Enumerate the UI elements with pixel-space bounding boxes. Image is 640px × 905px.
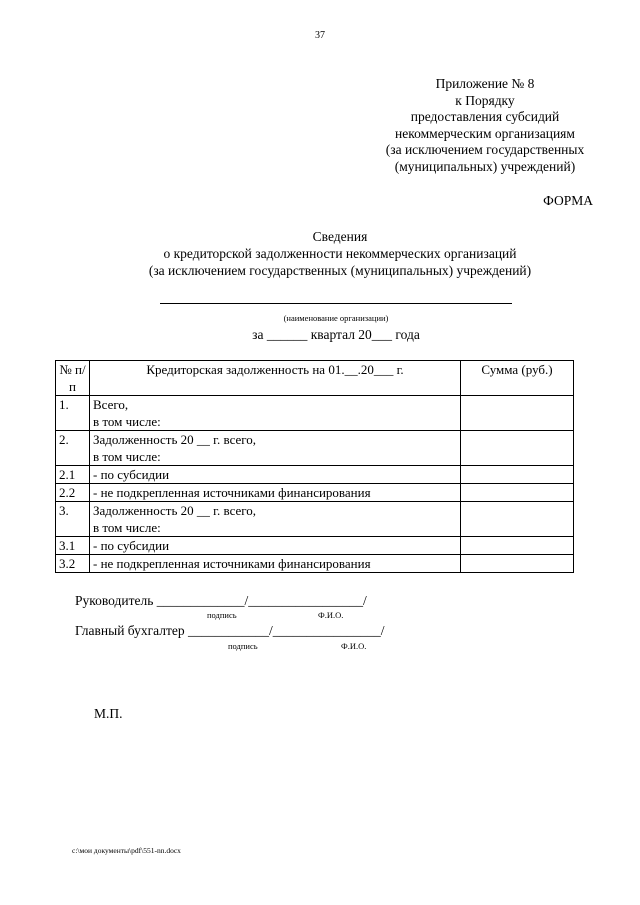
appendix-header	[340, 76, 630, 175]
title-line: Сведения	[312, 229, 368, 244]
row-sum	[461, 396, 574, 431]
accountant-sign-caption: подпись	[228, 641, 258, 651]
row-desc	[90, 502, 461, 537]
row-desc: - по субсидии	[90, 537, 461, 555]
appendix-line: некоммерческим организациям	[395, 125, 575, 141]
row-desc: - не подкрепленная источниками финансирования	[90, 484, 461, 502]
table-row	[56, 396, 574, 431]
table-row	[56, 431, 574, 466]
appendix-line: предоставления субсидий	[410, 109, 560, 124]
table-row	[56, 484, 574, 502]
header-desc: Кредиторская задолженность на 01.__.20___ г.	[90, 361, 461, 396]
row-desc-line: в том числе:	[93, 449, 161, 464]
debt-table	[55, 360, 574, 573]
organization-name-line	[160, 303, 512, 304]
row-sum	[461, 431, 574, 466]
row-desc: - не подкрепленная источниками финансирования	[90, 555, 461, 573]
page-number: 37	[315, 30, 325, 41]
row-num: 3.1	[56, 537, 90, 555]
footer-file-path: c:\мои документы\pdf\551-nn.docx	[72, 846, 181, 855]
appendix-line: (муниципальных) учреждений)	[394, 158, 576, 174]
row-sum	[461, 484, 574, 502]
organization-name-caption: (наименование организации)	[283, 313, 389, 323]
row-num: 2.1	[56, 466, 90, 484]
row-desc-line: Задолженность 20 __ г. всего,	[93, 432, 257, 447]
row-num: 2.	[56, 431, 90, 466]
accountant-name-caption: Ф.И.О.	[341, 641, 367, 651]
table-header-row	[56, 361, 574, 396]
row-desc-line: в том числе:	[93, 520, 161, 535]
stamp-place-label: М.П.	[94, 706, 123, 721]
row-num: 1.	[56, 396, 90, 431]
row-num: 3.	[56, 502, 90, 537]
quarter-line: за ______ квартал 20___ года	[252, 327, 420, 342]
appendix-line: Приложение № 8	[435, 76, 535, 91]
row-sum	[461, 555, 574, 573]
row-desc	[90, 396, 461, 431]
title-line: о кредиторской задолженности некоммерческих организаций	[163, 246, 517, 261]
appendix-line: (за исключением государственных	[385, 142, 585, 157]
title-line: (за исключением государственных (муниципальных) учреждений)	[148, 263, 532, 278]
head-signature-line: Руководитель _____________/_________________/	[75, 593, 367, 608]
row-sum	[461, 502, 574, 537]
table-row	[56, 502, 574, 537]
row-desc-line: Всего,	[93, 397, 129, 412]
head-sign-caption: подпись	[207, 610, 237, 620]
document-title	[0, 228, 640, 279]
table-row	[56, 537, 574, 555]
row-desc-line: в том числе:	[93, 414, 161, 429]
form-label: ФОРМА	[543, 193, 593, 208]
row-num: 2.2	[56, 484, 90, 502]
table-row	[56, 466, 574, 484]
row-desc-line: Задолженность 20 __ г. всего,	[93, 503, 257, 518]
head-name-caption: Ф.И.О.	[318, 610, 344, 620]
accountant-signature-line: Главный бухгалтер ____________/________________/	[75, 623, 385, 638]
row-sum	[461, 537, 574, 555]
row-desc	[90, 431, 461, 466]
row-num: 3.2	[56, 555, 90, 573]
row-sum	[461, 466, 574, 484]
header-num: № п/п	[56, 361, 90, 396]
header-sum: Сумма (руб.)	[461, 361, 574, 396]
table-row	[56, 555, 574, 573]
appendix-line: к Порядку	[455, 92, 515, 108]
row-desc: - по субсидии	[90, 466, 461, 484]
